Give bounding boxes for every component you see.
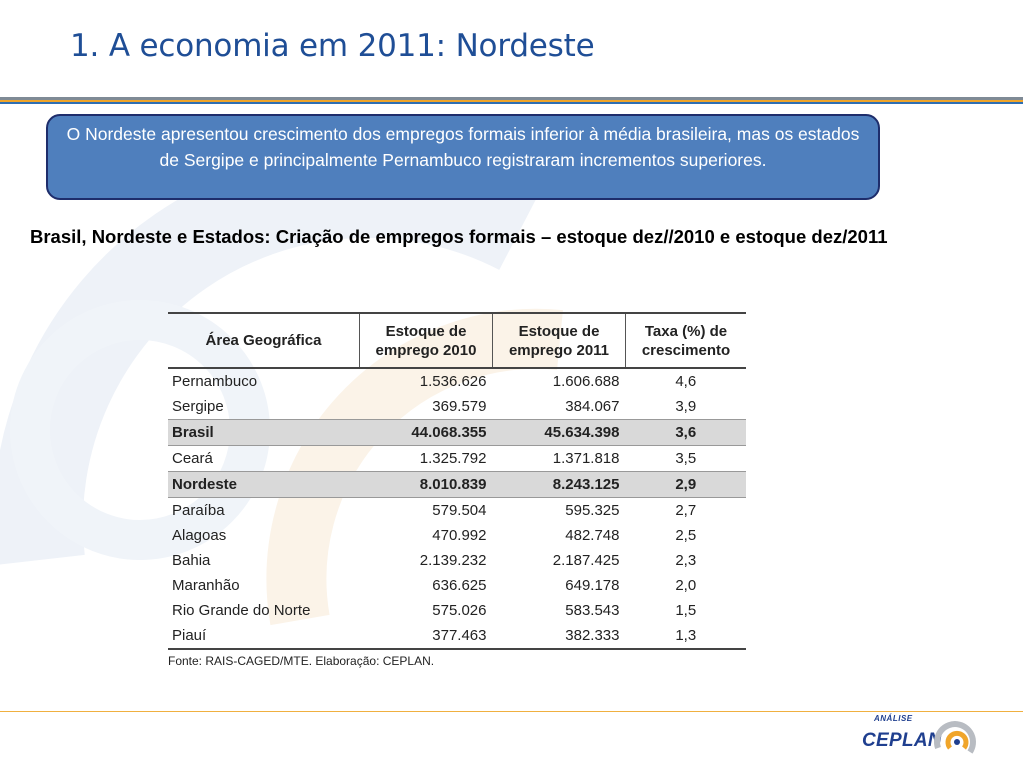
cell-area: Nordeste	[168, 472, 360, 498]
slide-title: 1. A economia em 2011: Nordeste	[70, 28, 595, 64]
cell-growth-rate: 2,0	[675, 577, 697, 594]
employment-table-container	[168, 312, 746, 668]
cell-growth-rate: 3,9	[675, 398, 697, 415]
table-header-row	[168, 313, 746, 368]
table-row	[168, 420, 746, 446]
header-area: Área Geográfica	[168, 313, 360, 368]
table-body	[168, 368, 746, 649]
cell-stock-2010: 636.625	[432, 577, 487, 594]
table-source-note: Fonte: RAIS-CAGED/MTE. Elaboração: CEPLAN.	[168, 654, 435, 668]
cell-stock-2011: 583.543	[565, 602, 620, 619]
cell-area: Ceará	[172, 450, 213, 467]
title-divider-blue	[0, 102, 1023, 104]
cell-stock-2011: 1.606.688	[552, 373, 620, 390]
table-row	[168, 472, 746, 498]
table-row	[168, 523, 746, 548]
cell-area: Pernambuco	[172, 373, 258, 390]
logo-ring-icon	[930, 718, 982, 762]
cell-area: Alagoas	[172, 527, 227, 544]
cell-growth-rate: 3,5	[675, 450, 697, 467]
table-row	[168, 548, 746, 573]
table-row	[168, 598, 746, 623]
cell-area: Piauí	[168, 623, 360, 649]
logo-wordmark: CEPLAN	[862, 730, 942, 751]
cell-area: Paraíba	[172, 502, 225, 519]
cell-growth-rate: 2,3	[675, 552, 697, 569]
cell-stock-2010: 369.579	[432, 398, 487, 415]
table-row	[168, 623, 746, 649]
cell-stock-2011: 8.243.125	[493, 472, 626, 498]
cell-stock-2010: 1.536.626	[419, 373, 487, 390]
table-row	[168, 498, 746, 524]
cell-stock-2010: 579.504	[432, 502, 487, 519]
table-row	[168, 394, 746, 420]
table-row	[168, 446, 746, 472]
callout-text: O Nordeste apresentou crescimento dos empregos formais inferior à média brasileira, mas os estados de Sergipe e principalmente Pernambuco registraram incrementos superiores.	[66, 124, 860, 170]
cell-growth-rate: 2,9	[626, 472, 747, 498]
logo-subtitle: ANÁLISE	[874, 714, 913, 723]
cell-stock-2011: 1.371.818	[552, 450, 620, 467]
cell-growth-rate: 2,7	[675, 502, 697, 519]
cell-area: Bahia	[172, 552, 211, 569]
cell-stock-2011: 384.067	[565, 398, 620, 415]
table-row	[168, 573, 746, 598]
table-row	[168, 368, 746, 394]
cell-stock-2010: 2.139.232	[419, 552, 487, 569]
cell-stock-2010: 44.068.355	[360, 420, 493, 446]
header-stock-2011: Estoque de emprego 2011	[493, 313, 626, 368]
cell-stock-2011: 649.178	[565, 577, 620, 594]
cell-stock-2010: 470.992	[432, 527, 487, 544]
employment-table	[168, 312, 746, 650]
footer-divider	[0, 711, 1023, 712]
cell-growth-rate: 2,5	[675, 527, 697, 544]
cell-growth-rate: 1,5	[675, 602, 697, 619]
cell-area: Sergipe	[172, 398, 224, 415]
cell-stock-2010: 1.325.792	[419, 450, 487, 467]
header-growth-rate: Taxa (%) de crescimento	[626, 313, 747, 368]
cell-growth-rate: 4,6	[675, 373, 697, 390]
table-heading: Brasil, Nordeste e Estados: Criação de empregos formais – estoque dez//2010 e estoque dez/2011	[30, 226, 888, 247]
cell-stock-2010: 377.463	[360, 623, 493, 649]
summary-callout	[46, 114, 880, 200]
cell-area: Maranhão	[172, 577, 240, 594]
cell-stock-2010: 575.026	[432, 602, 487, 619]
cell-stock-2011: 382.333	[493, 623, 626, 649]
cell-stock-2011: 2.187.425	[552, 552, 620, 569]
cell-stock-2010: 8.010.839	[360, 472, 493, 498]
header-stock-2010: Estoque de emprego 2010	[360, 313, 493, 368]
ceplan-logo	[862, 714, 987, 764]
cell-stock-2011: 45.634.398	[493, 420, 626, 446]
cell-stock-2011: 595.325	[565, 502, 620, 519]
cell-growth-rate: 1,3	[626, 623, 747, 649]
cell-growth-rate: 3,6	[626, 420, 747, 446]
cell-stock-2011: 482.748	[565, 527, 620, 544]
cell-area: Brasil	[168, 420, 360, 446]
cell-area: Rio Grande do Norte	[172, 602, 311, 619]
